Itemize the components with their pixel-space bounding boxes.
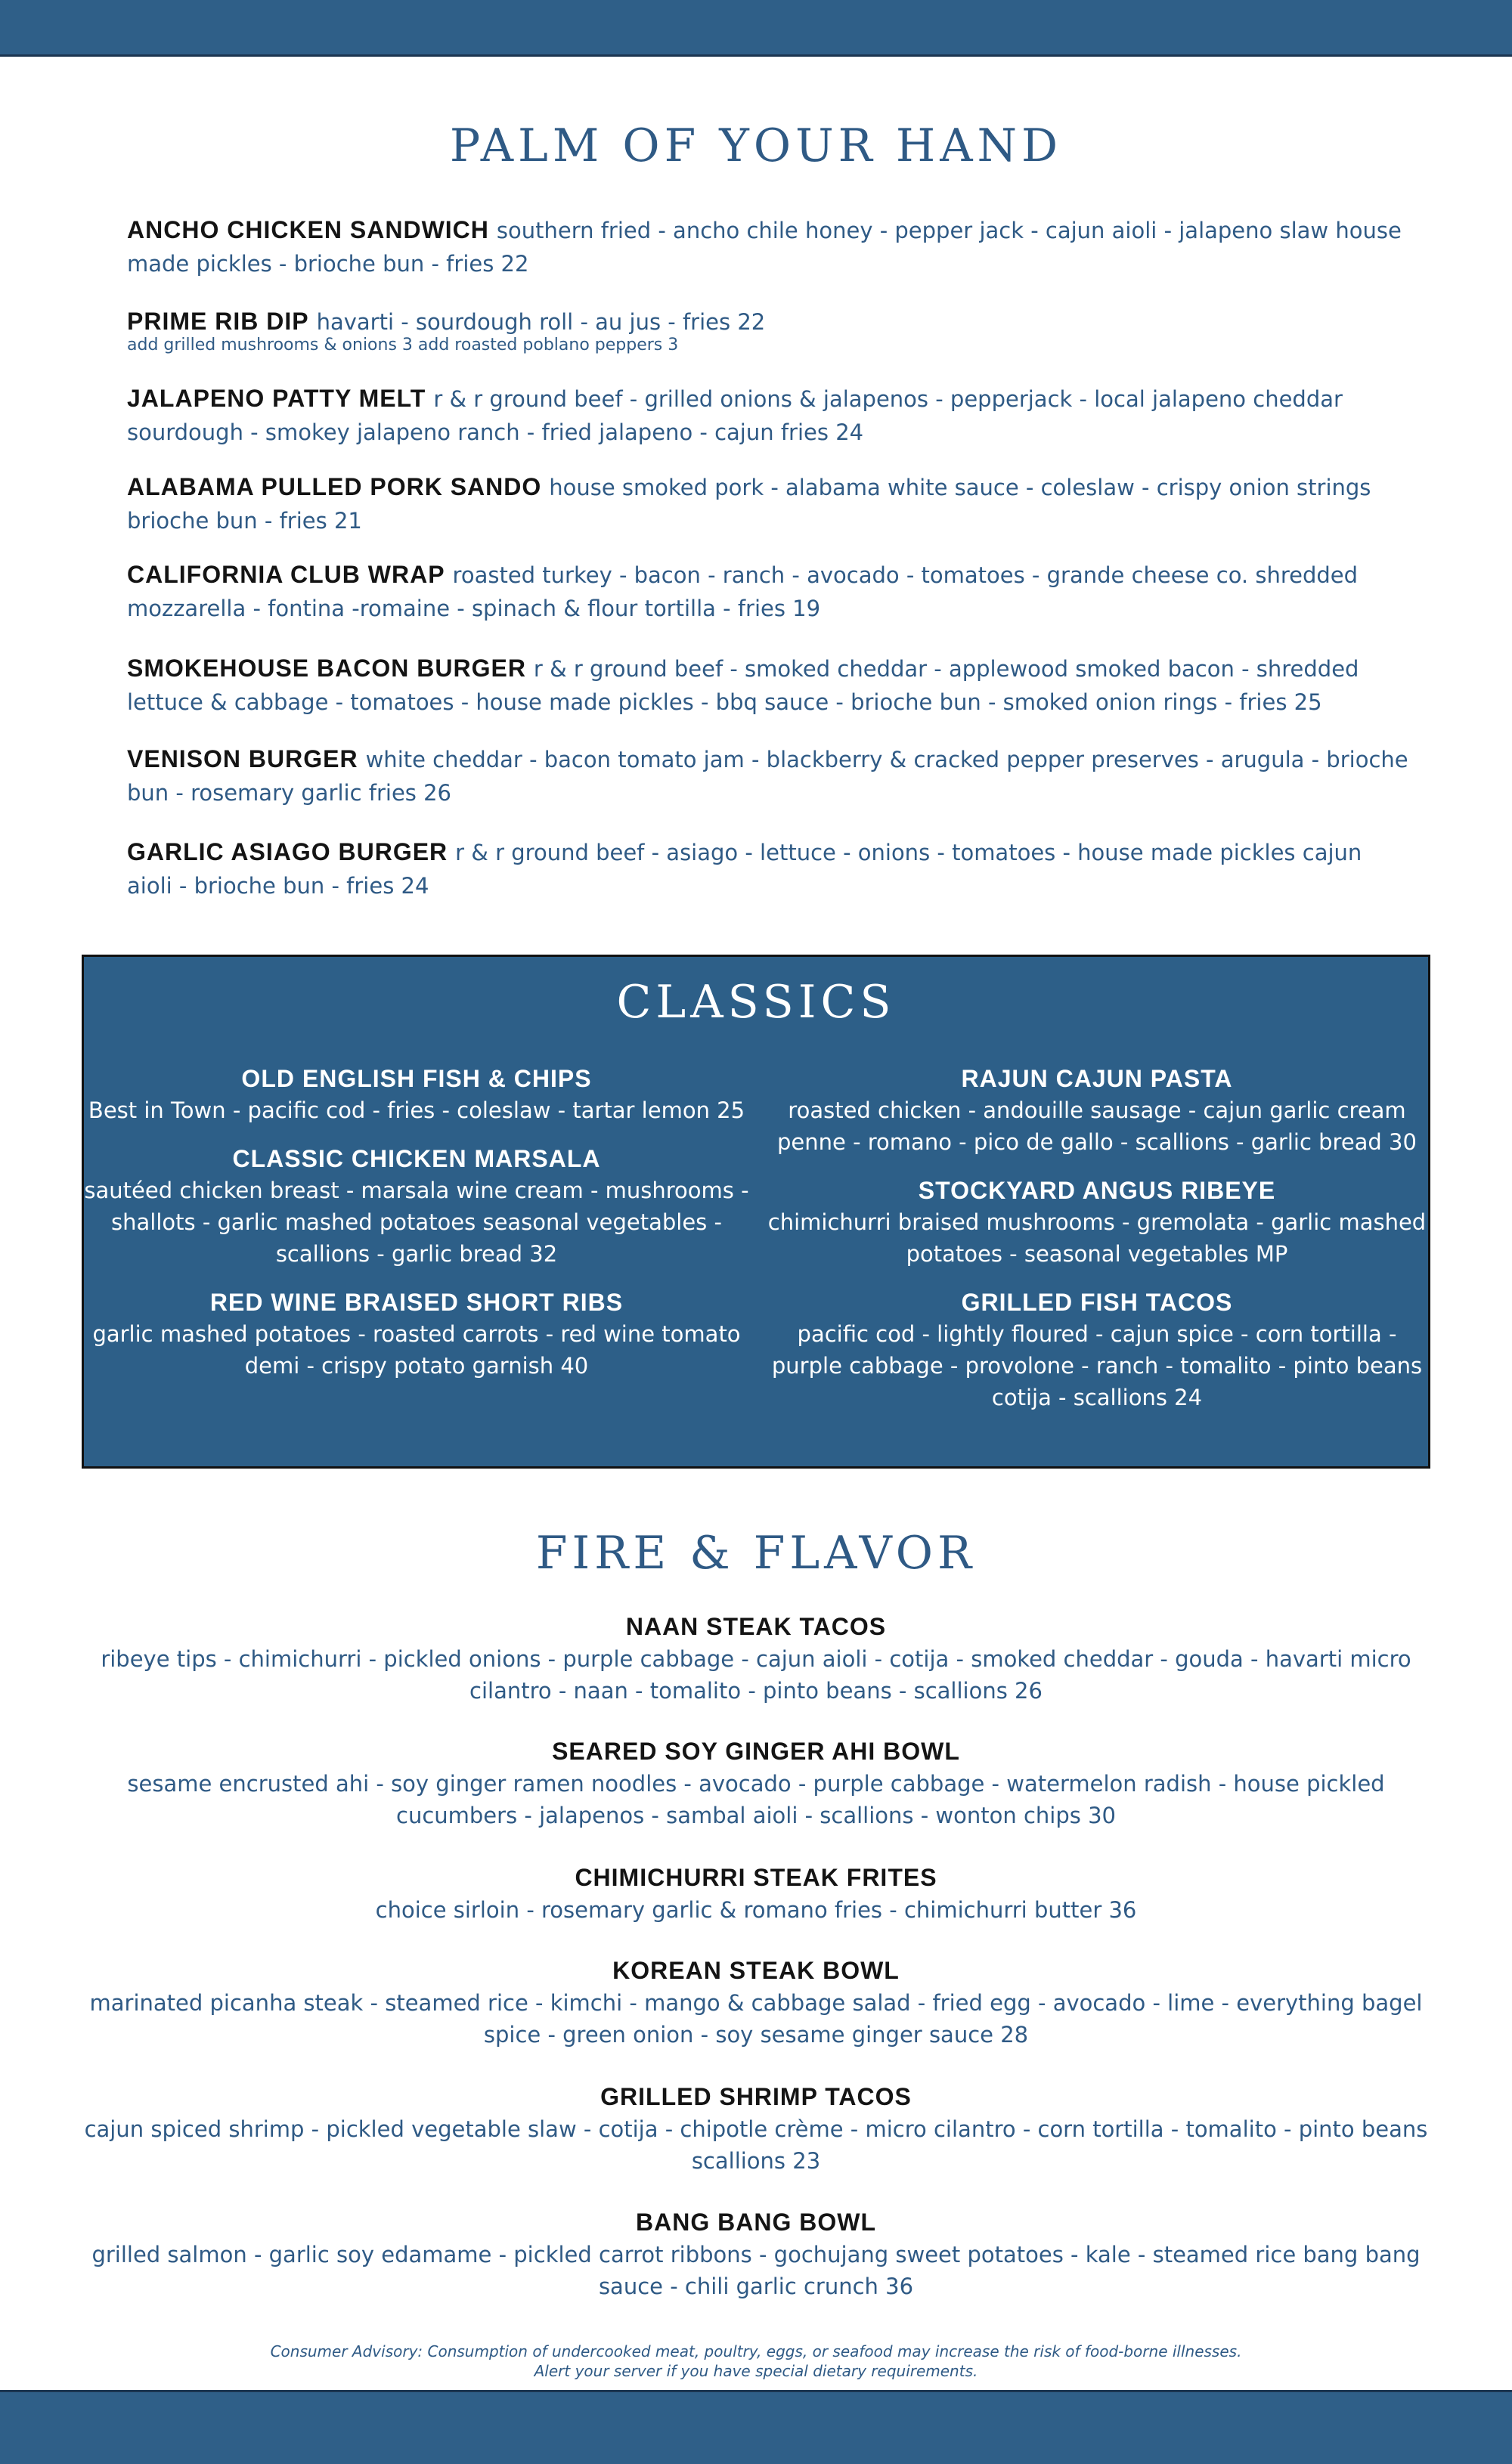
menu-item — [127, 835, 1412, 902]
item-desc: r & r ground beef - smoked cheddar - applewood smoked bacon - shredded lettuce & cabbage - tomatoes - house made pickles - bbq sauce - brioche bun - smoked onion rings - fries 25 — [127, 656, 1359, 715]
item-name: BANG BANG BOWL — [636, 2209, 876, 2236]
item-note: add grilled mushrooms & onions 3 add roasted poblano peppers 3 — [127, 336, 679, 354]
bottom-banner — [0, 2390, 1512, 2464]
item-desc: sesame encrusted ahi - soy ginger ramen noodles - avocado - purple cabbage - watermelon radish - house pickled cucumbers - jalapenos - sambal aioli - scallions - wonton chips 30 — [127, 1771, 1385, 1828]
item-name: CHIMICHURRI STEAK FRITES — [575, 1864, 937, 1891]
item-desc: r & r ground beef - grilled onions & jalapenos - pepperjack - local jalapeno cheddar sourdough - smokey jalapeno ranch - fried jalapeno - cajun fries 24 — [127, 386, 1343, 445]
consumer-advisory — [0, 2342, 1512, 2381]
item-name: SEARED SOY GINGER AHI BOWL — [552, 1738, 960, 1765]
menu-item — [127, 742, 1412, 809]
classics-right-column — [764, 1063, 1430, 1430]
top-banner — [0, 0, 1512, 57]
item-name: GRILLED FISH TACOS — [961, 1289, 1233, 1316]
menu-item — [84, 1286, 749, 1382]
menu-item — [76, 1610, 1436, 1707]
item-desc: havarti - sourdough roll - au jus - fries 22 — [316, 309, 766, 335]
menu-item — [127, 652, 1412, 719]
item-name: GARLIC ASIAGO BURGER — [127, 838, 448, 865]
item-name: GRILLED SHRIMP TACOS — [600, 2083, 912, 2110]
item-desc: pacific cod - lightly floured - cajun spice - corn tortilla - purple cabbage - provolone - ranch - tomalito - pinto beans cotija - scallions 24 — [771, 1321, 1423, 1410]
item-name: ANCHO CHICKEN SANDWICH — [127, 216, 489, 243]
menu-item — [76, 2080, 1436, 2177]
item-name: CLASSIC CHICKEN MARSALA — [232, 1145, 601, 1172]
item-desc: roasted turkey - bacon - ranch - avocado - tomatoes - grande cheese co. shredded mozzarella - fontina -romaine - spinach & flour tortilla - fries 19 — [127, 562, 1359, 621]
item-name: CALIFORNIA CLUB WRAP — [127, 561, 445, 588]
item-desc: southern fried - ancho chile honey - pepper jack - cajun aioli - jalapeno slaw house made pickles - brioche bun - fries 22 — [127, 218, 1402, 277]
item-desc: sautéed chicken breast - marsala wine cream - mushrooms - shallots - garlic mashed potatoes seasonal vegetables - scallions - garlic bread 32 — [84, 1178, 749, 1267]
menu-item — [76, 2206, 1436, 2302]
item-name: ALABAMA PULLED PORK SANDO — [127, 473, 542, 500]
item-desc: marinated picanha steak - steamed rice - kimchi - mango & cabbage salad - fried egg - avocado - lime - everything bagel spice - green onion - soy sesame ginger sauce 28 — [89, 1990, 1423, 2048]
item-desc: grilled salmon - garlic soy edamame - pickled carrot ribbons - gochujang sweet potatoes - kale - steamed rice bang bang sauce - chili garlic crunch 36 — [91, 2242, 1421, 2299]
menu-item — [127, 213, 1412, 280]
item-desc: chimichurri braised mushrooms - gremolata - garlic mashed potatoes - seasonal vegetables MP — [767, 1209, 1427, 1267]
item-desc: garlic mashed potatoes - roasted carrots - red wine tomato demi - crispy potato garnish 40 — [92, 1321, 741, 1379]
item-name: VENISON BURGER — [127, 745, 358, 772]
section-title-fire: FIRE & FLAVOR — [535, 1527, 977, 1580]
menu-item — [127, 470, 1412, 537]
menu-item — [76, 1861, 1436, 1926]
menu-item — [84, 1143, 749, 1270]
item-desc: house smoked pork - alabama white sauce - coleslaw - crispy onion strings brioche bun - fries 21 — [127, 475, 1371, 534]
menu-item — [127, 558, 1412, 625]
section-title-classics: CLASSICS — [616, 976, 896, 1029]
item-name: NAAN STEAK TACOS — [625, 1613, 887, 1640]
classics-section — [82, 955, 1430, 1469]
item-name: KOREAN STEAK BOWL — [612, 1957, 900, 1984]
menu-item — [764, 1063, 1430, 1158]
item-name: SMOKEHOUSE BACON BURGER — [127, 655, 526, 682]
menu-item — [127, 305, 1412, 355]
section-title-palm: PALM OF YOUR HAND — [449, 119, 1063, 172]
item-name: RED WINE BRAISED SHORT RIBS — [209, 1289, 624, 1316]
menu-item — [127, 382, 1412, 449]
menu-item — [764, 1286, 1430, 1413]
item-name: JALAPENO PATTY MELT — [127, 385, 426, 412]
item-name: OLD ENGLISH FISH & CHIPS — [241, 1065, 592, 1092]
item-desc: r & r ground beef - asiago - lettuce - onions - tomatoes - house made pickles cajun aioli - brioche bun - fries 24 — [127, 840, 1362, 899]
item-name: RAJUN CAJUN PASTA — [961, 1065, 1233, 1092]
item-desc: roasted chicken - andouille sausage - cajun garlic cream penne - romano - pico de gallo - scallions - garlic bread 30 — [777, 1097, 1417, 1155]
item-desc: choice sirloin - rosemary garlic & romano fries - chimichurri butter 36 — [375, 1897, 1137, 1923]
menu-item — [76, 1735, 1436, 1831]
item-desc: Best in Town - pacific cod - fries - coleslaw - tartar lemon 25 — [88, 1097, 745, 1123]
menu-item — [764, 1175, 1430, 1270]
advisory-line: Consumer Advisory: Consumption of undercooked meat, poultry, eggs, or seafood may increase the risk of food-borne illnesses. — [270, 2342, 1242, 2360]
item-name: STOCKYARD ANGUS RIBEYE — [918, 1177, 1276, 1204]
classics-left-column — [84, 1063, 749, 1398]
item-name: PRIME RIB DIP — [127, 308, 309, 335]
menu-item — [76, 1954, 1436, 2051]
item-desc: white cheddar - bacon tomato jam - blackberry & cracked pepper preserves - arugula - brioche bun - rosemary garlic fries 26 — [127, 747, 1408, 806]
advisory-line: Alert your server if you have special dietary requirements. — [534, 2362, 978, 2380]
item-desc: cajun spiced shrimp - pickled vegetable slaw - cotija - chipotle crème - micro cilantro - corn tortilla - tomalito - pinto beans scallions 23 — [84, 2116, 1428, 2174]
item-desc: ribeye tips - chimichurri - pickled onions - purple cabbage - cajun aioli - cotija - smoked cheddar - gouda - havarti micro cilantro - naan - tomalito - pinto beans - scallions 26 — [101, 1646, 1411, 1704]
menu-item — [84, 1063, 749, 1126]
